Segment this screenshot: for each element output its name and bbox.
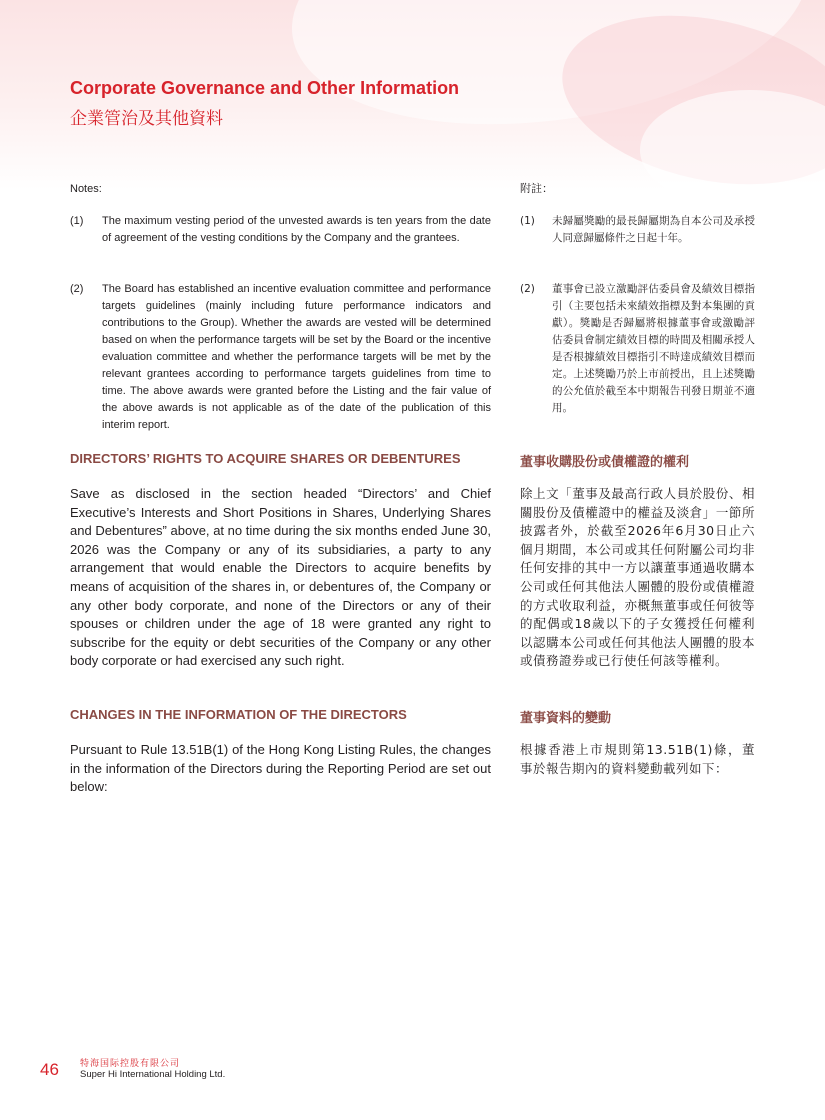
section-heading-changes-zh: 董事資料的變動 (520, 711, 612, 726)
note-item-zh (520, 213, 755, 247)
section-body-changes-zh: 根據香港上市規則第13.51B(1)條，董事於報告期內的資料變動載列如下： (520, 742, 755, 776)
footer-company-zh: 特海国际控股有限公司 (80, 1059, 181, 1069)
section-heading-rights-zh: 董事收購股份或債權證的權利 (520, 455, 690, 470)
page-number: 46 (40, 1060, 59, 1079)
note-item-en (70, 281, 491, 434)
note-number: (1) (520, 215, 535, 227)
page-title-en: Corporate Governance and Other Information (70, 78, 460, 98)
note-text: 董事會已設立激勵評估委員會及績效目標指引（主要包括未來績效指標及對本集團的貢獻）。獎勵是否歸屬將根據董事會或激勵評估委員會制定績效目標的時間及相關承授人是否根據績效目標指引不時達成績效目標而定。上述獎勵乃於上市前授出，且上述獎勵的公允值於截至本中期報告刊發日期並不適用。 (552, 283, 755, 414)
page-title-zh: 企業管治及其他資料 (70, 109, 223, 129)
note-number: (1) (70, 215, 84, 227)
section-body-changes-en: Pursuant to Rule 13.51B(1) of the Hong Kong Listing Rules, the changes in the information of the Directors during the Reporting Period are set out below: (70, 742, 491, 795)
note-item-zh (520, 281, 755, 417)
notes-label-zh: 附註： (520, 182, 553, 195)
footer-company-en: Super Hi International Holding Ltd. (80, 1069, 226, 1080)
section-heading-changes-en: CHANGES IN THE INFORMATION OF THE DIRECTORS (70, 707, 407, 722)
note-text: The Board has established an incentive evaluation committee and performance targets guidelines (mainly including future performance indicators and contributions to the Group). Whether the awards are vested will be determined based on when the performance targets will be set by the Board or the incentive evaluation committee and whether the performance targets will be met by the relevant grantees according to performance targets guidelines from time to time. The above awards were granted before the Listing and the fair value of the above awards is not applicable as of the date of the publication of this interim report. (102, 283, 491, 431)
section-body-rights-en: Save as disclosed in the section headed “Directors’ and Chief Executive’s Interests and Short Positions in Shares, Underlying Shares and Debentures” above, at no time during the six months ended June 30, 2026 was the Company or any of its subsidiaries, a party to any arrangement that would enable the Directors to acquire benefits by means of acquisition of the shares in, or debentures of, the Company or any other body corporate, and none of the Directors or any of their spouses or children under the age of 18 were granted any right to subscribe for the equity or debt securities of the Company or any other body corporate or had exercised any such right. (70, 486, 491, 669)
note-text: 未歸屬獎勵的最長歸屬期為自本公司及承授人同意歸屬條件之日起十年。 (552, 215, 755, 244)
note-number: (2) (70, 283, 84, 295)
notes-label-en: Notes: (70, 183, 102, 195)
note-text: The maximum vesting period of the unvested awards is ten years from the date of agreement of the vesting conditions by the Company and the grantees. (102, 215, 491, 244)
note-item-en (70, 213, 491, 247)
section-body-rights-zh: 除上文「董事及最高行政人員於股份、相關股份及債權證中的權益及淡倉」一節所披露者外，於截至2026年6月30日止六個月期間，本公司或其任何附屬公司均非任何安排的其中一方以讓董事通過收購本公司或任何其他法人團體的股份或債權證的方式收取利益，亦概無董事或任何彼等的配偶或18歲以下的子女獲授任何權利以認購本公司或任何其他法人團體的股本或債務證券或已行使任何該等權利。 (520, 486, 755, 669)
note-number: (2) (520, 283, 535, 295)
section-heading-rights-en: DIRECTORS’ RIGHTS TO ACQUIRE SHARES OR DEBENTURES (70, 451, 461, 466)
